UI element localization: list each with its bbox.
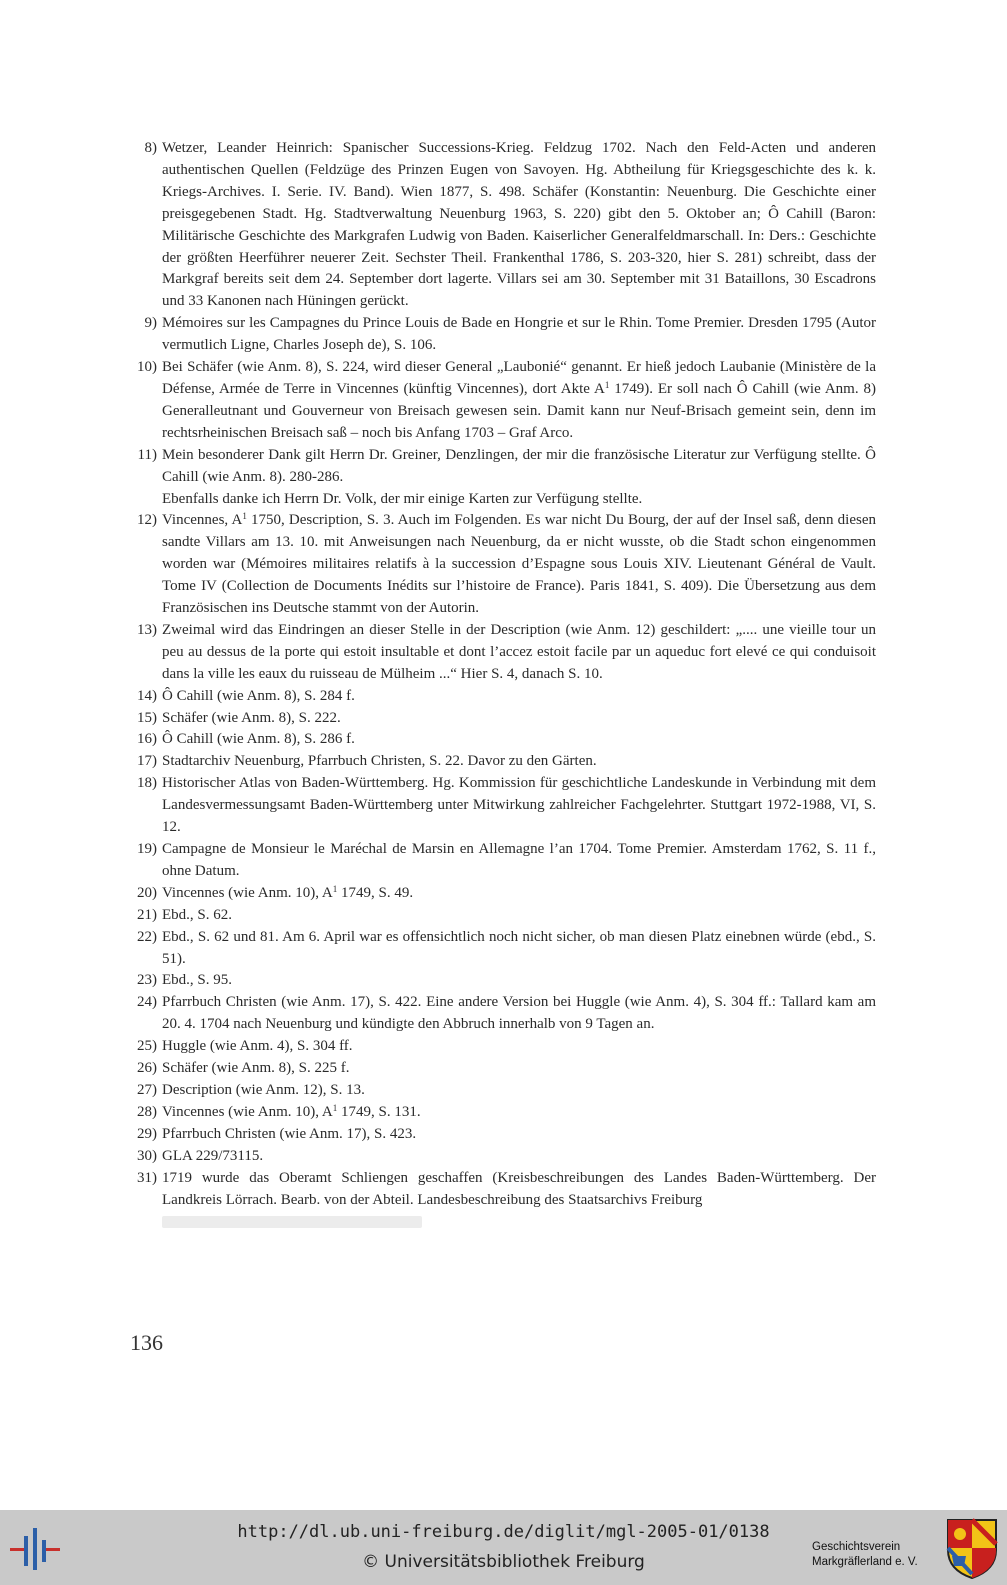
footnote-number: 15) xyxy=(137,709,157,726)
footnote-item xyxy=(128,729,876,751)
footnote-item xyxy=(128,445,876,511)
footnote-paragraph: Ô Cahill (wie Anm. 8), S. 286 f. xyxy=(162,731,355,748)
footnote-item xyxy=(128,708,876,730)
footnote-item xyxy=(128,1124,876,1146)
footnote-paragraph: Vincennes, $A^1$ 1750, Description, S. 3. Auch im Folgenden. Es war nicht Du Bourg, der auf der Insel saß, denn diesen sandte Villars am 13. 10. mit Anweisungen nach Neuenburg, da er nicht wusste, ob die Stadt schon eingenommen worden war (Mémoires militaires relatifs à la succession d’Espagne sous Louis XIV. Lieutenant Général de Vault. Tome IV (Collection de Documents Inédits sur l’histoire de France). Paris 1841, S. 409). Die Übersetzung aus dem Französischen ins Deutsche stammt von der Autorin. xyxy=(162,511,877,617)
footnote-number: 18) xyxy=(137,775,157,792)
footnote-text xyxy=(162,138,876,313)
footnote-paragraph: Ebd., S. 62. xyxy=(162,906,233,923)
footnote-item xyxy=(128,905,876,927)
footnote-text xyxy=(162,883,876,905)
footnote-paragraph: Historischer Atlas von Baden-Württemberg. Hg. Kommission für geschichtliche Landeskunde in Verbindung mit dem Landesvermessungsamt Baden-Württemberg unter Mitwirkung zahlreicher Fachgelehrter. Stuttgart 1972-1988, VI, S. 12. xyxy=(162,775,876,836)
society-name xyxy=(812,1540,918,1570)
coat-of-arms-icon xyxy=(944,1516,1000,1580)
footnote-paragraph: Mémoires sur les Campagnes du Prince Louis de Bade en Hongrie et sur le Rhin. Tome Premier. Dresden 1795 (Autor vermutlich Ligne, Charles Joseph de), S. 106. xyxy=(162,315,876,354)
footnote-paragraph: Huggle (wie Anm. 4), S. 304 ff. xyxy=(162,1038,353,1055)
footnote-text xyxy=(162,729,876,751)
footnote-text xyxy=(162,773,876,839)
footnote-item xyxy=(128,686,876,708)
footnote-paragraph: Pfarrbuch Christen (wie Anm. 17), S. 423. xyxy=(162,1125,417,1142)
footnote-item xyxy=(128,970,876,992)
footnote-paragraph: Stadtarchiv Neuenburg, Pfarrbuch Christen, S. 22. Davor zu den Gärten. xyxy=(162,753,597,770)
footnote-number: 27) xyxy=(137,1081,157,1098)
footnote-text xyxy=(162,1036,876,1058)
footnote-text xyxy=(162,751,876,773)
footnote-item xyxy=(128,357,876,445)
footnote-number: 17) xyxy=(137,753,157,770)
footnote-number: 23) xyxy=(137,972,157,989)
footnote-text xyxy=(162,708,876,730)
footnote-paragraph: Schäfer (wie Anm. 8), S. 225 f. xyxy=(162,1060,350,1077)
footnote-item xyxy=(128,510,876,620)
footnote-paragraph: Vincennes (wie Anm. 10), $A^1$ 1749, S. 131. xyxy=(162,1102,421,1120)
footnote-item xyxy=(128,1102,876,1124)
footnote-paragraph: Zweimal wird das Eindringen an dieser Stelle in der Description (wie Anm. 12) geschildert: „.... une vieille tour un peu au dessus de la porte qui estoit insultable et dont l’accez estoit facile par un aqueduc fort elevé ce qui conduisoit dans la ville les eaux du ruisseau de Mülheim ...“ Hier S. 4, danach S. 10. xyxy=(162,621,876,682)
footnote-item xyxy=(128,839,876,883)
footnote-item xyxy=(128,138,876,313)
footnote-paragraph: Ebd., S. 95. xyxy=(162,972,233,989)
footnote-paragraph: Wetzer, Leander Heinrich: Spanischer Successions-Krieg. Feldzug 1702. Nach den Feld-Acten und anderen authentischen Quellen (Feldzüge des Prinzen Eugen von Savoyen. Hg. Abtheilung für Kriegsgeschichte des k. k. Kriegs-Archives. I. Serie. IV. Band). Wien 1877, S. 498. Schäfer (Konstantin: Neuenburg. Die Geschichte einer preisgegebenen Stadt. Hg. Stadtverwaltung Neuenburg 1963, S. 220) gibt den 5. Oktober an; Ô Cahill (Baron: Militärische Geschichte des Markgrafen Ludwig von Baden. Kaiserlicher Generalfeldmarschall. In: Ders.: Geschichte der größten Heerführer neuerer Zeit. Sechster Theil. Frankenthal 1786, S. 203-320, hier S. 281) schreibt, dass der Markgraf bereits seit dem 24. September dort lagerte. Villars sei am 30. September mit 31 Bataillons, 30 Escadrons und 33 Kanonen nach Hüningen gerückt. xyxy=(162,140,876,310)
footnote-text xyxy=(162,1146,876,1168)
footnote-item xyxy=(128,927,876,971)
footnote-text xyxy=(162,905,876,927)
footnote-paragraph: Ô Cahill (wie Anm. 8), S. 284 f. xyxy=(162,687,355,704)
footnote-item xyxy=(128,1168,876,1229)
footnote-text xyxy=(162,927,876,971)
footnote-paragraph: Campagne de Monsieur le Maréchal de Marsin en Allemagne l’an 1704. Tome Premier. Amsterdam 1762, S. 11 f., ohne Datum. xyxy=(162,841,876,879)
footnote-text xyxy=(162,1058,876,1080)
footnote-number: 26) xyxy=(137,1060,157,1077)
footnote-item xyxy=(128,1080,876,1102)
footnote-item xyxy=(128,773,876,839)
footnote-text xyxy=(162,357,876,445)
footnote-paragraph: Mein besonderer Dank gilt Herrn Dr. Greiner, Denzlingen, der mir die französische Literatur zur Verfügung stellte. Ô Cahill (wie Anm. 8). 280-286. xyxy=(162,446,876,485)
footnote-paragraph: 1719 wurde das Oberamt Schliengen geschaffen (Kreisbeschreibungen des Landes Baden-Württemberg. Der Landkreis Lörrach. Bearb. von der Abteil. Landesbeschreibung des Staatsarchivs Freiburg xyxy=(162,1169,876,1208)
footnote-paragraph: Ebenfalls danke ich Herrn Dr. Volk, der mir einige Karten zur Verfügung stellte. xyxy=(162,490,643,507)
footnote-paragraph: GLA 229/73115. xyxy=(162,1147,264,1164)
footnote-number: 21) xyxy=(137,906,157,923)
society-name-line2: Markgräflerland e. V. xyxy=(812,1556,918,1568)
footnote-item xyxy=(128,620,876,686)
footnote-number: 14) xyxy=(137,687,157,704)
footnote-item xyxy=(128,992,876,1036)
society-name-line1: Geschichtsverein xyxy=(812,1541,901,1553)
document-url[interactable]: http://dl.ub.uni-freiburg.de/diglit/mgl-2005-01/0138 xyxy=(237,1522,770,1542)
footnote-text xyxy=(162,1102,876,1124)
footnote-number: 29) xyxy=(137,1125,157,1142)
footnote-text xyxy=(162,970,876,992)
footnote-text xyxy=(162,839,876,883)
footnote-text xyxy=(162,1168,876,1229)
footnote-text xyxy=(162,620,876,686)
footnote-paragraph: Ebd., S. 62 und 81. Am 6. April war es offensichtlich noch nicht sicher, ob man diesen Platz einebnen würde (ebd., S. 51). xyxy=(162,928,876,967)
footnote-number: 30) xyxy=(137,1147,157,1164)
footnote-paragraph: Description (wie Anm. 12), S. 13. xyxy=(162,1081,365,1098)
footnote-number: 11) xyxy=(137,446,157,463)
footnote-number: 8) xyxy=(144,140,157,156)
footnote-text xyxy=(162,313,876,357)
footnote-text xyxy=(162,510,876,620)
footer-bar xyxy=(0,1510,1007,1585)
footnote-paragraph: Bei Schäfer (wie Anm. 8), S. 224, wird dieser General „Laubonié“ genannt. Er hieß jedoch Laubanie (Ministère de la Défense, Armée de Terre in Vincennes (künftig Vincennes), dort Akte $A^1$ 1749). Er soll nach Ô Cahill (wie Anm. 8) Generalleutnant und Gouverneur von Breisach gewesen sein. Damit kann nur Neuf-Brisach gemeint sein, denn im rechtsrheinischen Breisach saß – noch bis Anfang 1703 – Graf Arco. xyxy=(162,359,876,441)
footnote-number: 9) xyxy=(144,315,157,332)
footnotes-list xyxy=(128,138,876,1228)
footnote-number: 25) xyxy=(137,1038,157,1055)
footnote-number: 13) xyxy=(137,621,157,638)
footnote-number: 28) xyxy=(137,1103,157,1120)
footnote-number: 10) xyxy=(137,359,157,376)
footnote-number: 20) xyxy=(137,884,157,901)
footnote-item xyxy=(128,1036,876,1058)
page-number: 136 xyxy=(130,1330,163,1355)
footnote-text xyxy=(162,445,876,511)
footnote-paragraph: Vincennes (wie Anm. 10), $A^1$ 1749, S. 49. xyxy=(162,883,414,901)
footnote-item xyxy=(128,313,876,357)
copyright-text: © Universitätsbibliothek Freiburg xyxy=(362,1552,645,1572)
footnote-paragraph: Schäfer (wie Anm. 8), S. 222. xyxy=(162,709,341,726)
footnote-item xyxy=(128,883,876,905)
footnote-item xyxy=(128,1146,876,1168)
footnote-text xyxy=(162,1080,876,1102)
footnote-number: 19) xyxy=(137,841,157,857)
footnote-number: 16) xyxy=(137,731,157,748)
footnote-number: 22) xyxy=(137,928,157,945)
footnote-number: 31) xyxy=(137,1169,157,1186)
footnote-number: 24) xyxy=(137,994,157,1011)
footnote-text xyxy=(162,1124,876,1146)
unreadable-gap xyxy=(162,1216,422,1228)
footnote-paragraph: Pfarrbuch Christen (wie Anm. 17), S. 422. Eine andere Version bei Huggle (wie Anm. 4), S. 304 ff.: Tallard kam am 20. 4. 1704 nach Neuenburg und kündigte den Abbruch innerhalb von 9 Tagen an. xyxy=(162,994,876,1033)
footnote-text xyxy=(162,686,876,708)
footnote-text xyxy=(162,992,876,1036)
footnote-item xyxy=(128,1058,876,1080)
footnote-number: 12) xyxy=(137,512,157,529)
footnote-item xyxy=(128,751,876,773)
